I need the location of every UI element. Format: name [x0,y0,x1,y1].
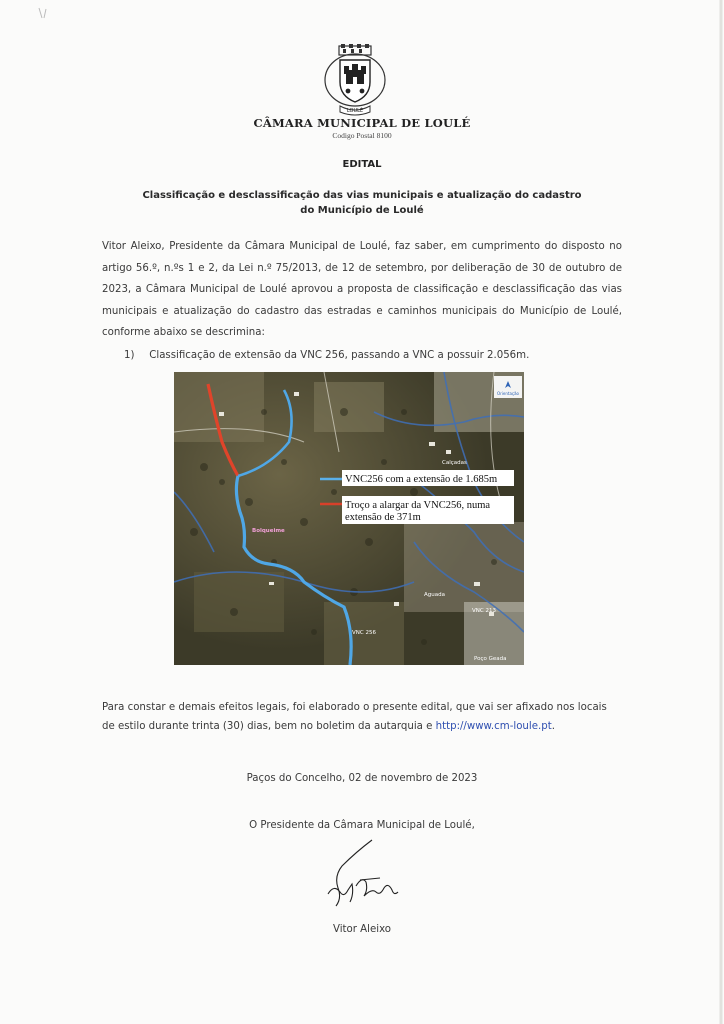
aerial-map [174,372,524,665]
place-label-calcadas: Calçadas [442,460,467,466]
map-image [174,372,524,665]
website-link[interactable]: http://www.cm-loule.pt [435,721,552,732]
legend-blue-text: VNC256 com a extensão de 1.685m [345,474,498,485]
place-label-aguada: Aguada [424,592,445,598]
scan-mark-top [36,6,52,22]
signer-name: Vitor Aleixo [332,924,392,935]
document-type-title: EDITAL [342,159,382,170]
subject-line-1: Classificação e desclassificação das vias municipais e atualização do cadastro [142,190,582,201]
place-label-vnc213: VNC 213 [472,608,496,614]
document-subject [140,188,584,218]
place-label-bolqueime: Bolqueime [252,528,285,534]
closing-paragraph [102,698,622,736]
list-item [124,350,604,361]
svg-text:LOULÉ: LOULÉ [346,108,364,114]
council-name: CÂMARA MUNICIPAL DE LOULÉ [253,116,471,130]
signoff-line: O Presidente da Câmara Municipal de Loulé, [249,820,475,831]
legend-red-text-2: extensão de 371m [345,512,421,523]
legend-red-text-1: Troço a alargar da VNC256, numa [345,500,491,511]
municipal-crest-logo [322,44,388,116]
list-item-number: 1) [124,350,135,361]
body-paragraph: Vitor Aleixo, Presidente da Câmara Municipal de Loulé, faz saber, em cumprimento do disposto no artigo 56.º, n.ºs 1 e 2, da Lei n.º 75/2013, de 12 de setembro, por deliberação de 30 de outubro de 2023, a Câmara Municipal de Loulé aprovou a proposta de classificação e desclassificação das vias municipais e atualização do cadastro das estradas e caminhos municipais do Município de Loulé, conforme abaixo se descrimina: [102,241,622,338]
closing-end: . [551,721,555,732]
place-label-vnc256: VNC 256 [352,630,376,636]
compass-label: Orientação [496,391,520,396]
closing-text: Para constar e demais efeitos legais, foi elaborado o presente edital, que vai ser afixado nos locais de estilo durante trinta (30) dias, bem no boletim da autarquia e [102,702,607,732]
subject-line-2: do Município de Loulé [300,205,424,216]
postal-code: Codigo Postal 8100 [332,131,392,140]
place-label-poco-geada: Poço Geada [474,656,507,662]
scan-edge-right [716,0,724,1024]
signing-date: Paços do Concelho, 02 de novembro de 2023 [246,773,478,784]
handwritten-signature [322,836,402,908]
list-item-text: Classificação de extensão da VNC 256, passando a VNC a possuir 2.056m. [149,350,530,361]
